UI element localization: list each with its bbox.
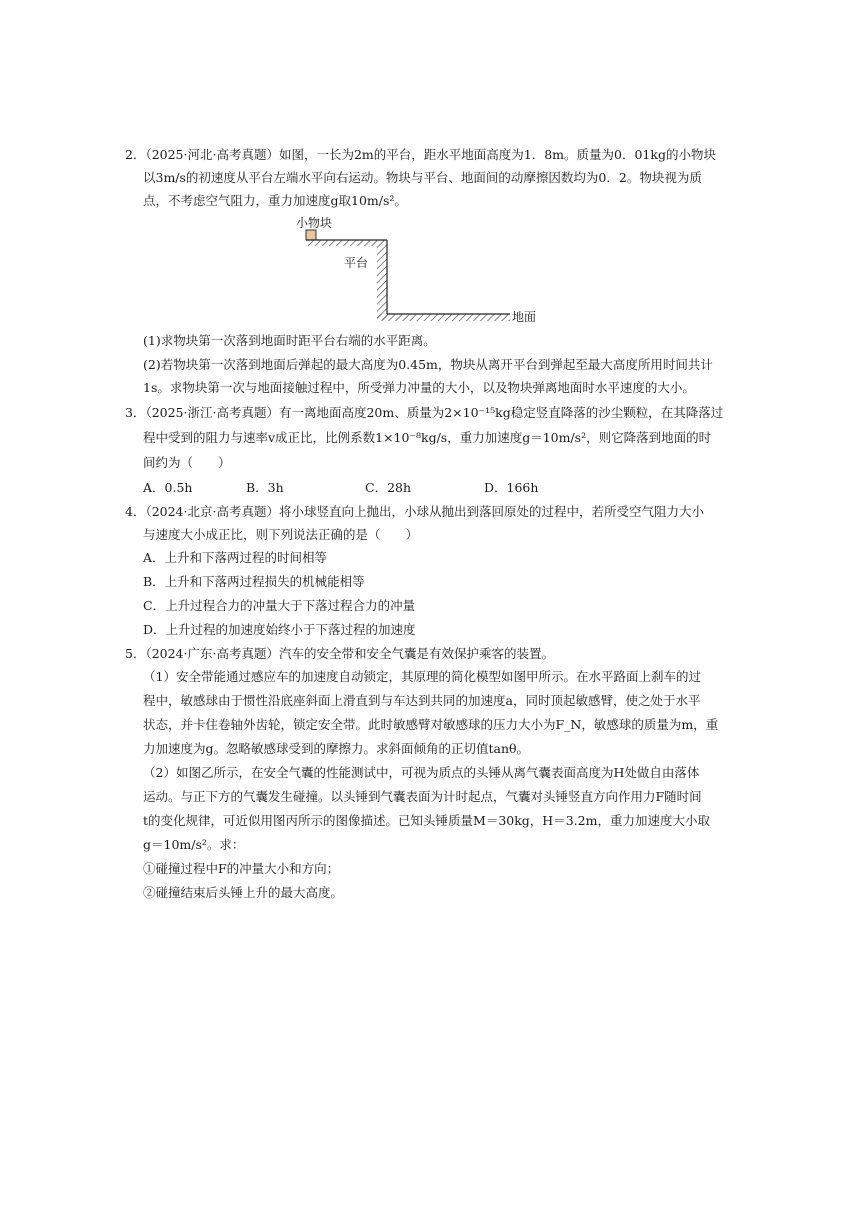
q2-line-3: 点，不考虑空气阻力，重力加速度g取10m/s²。 bbox=[143, 193, 407, 208]
ground-hatch bbox=[377, 314, 510, 321]
q4-option-c: C．上升过程合力的冲量大于下落过程合力的冲量 bbox=[143, 598, 416, 613]
q5-part1-line-2: 程中，敏感球由于惯性沿底座斜面上滑直到与车达到共同的加速度a，同时顶起敏感臂，使之处于水平 bbox=[143, 693, 701, 708]
platform-hatch bbox=[306, 240, 387, 246]
wall-hatch bbox=[377, 246, 387, 320]
q4-line-2: 与速度大小成正比，则下列说法正确的是（ ） bbox=[143, 527, 419, 542]
q2-sub-2-line-1: (2)若物块第一次落到地面后弹起的最大高度为0.45m，物块从离开平台到弹起至最大高度所用时间共计 bbox=[143, 357, 713, 372]
q2-sub-2-line-2: 1s。求物块第一次与地面接触过程中，所受弹力冲量的大小，以及物块弹离地面时水平速度的大小。 bbox=[143, 380, 695, 395]
q5-ask-2: ②碰撞结束后头锤上升的最大高度。 bbox=[143, 885, 344, 900]
q3-line-1: 3．（2025·浙江·高考真题）有一离地面高度20m、质量为2×10⁻¹⁵kg稳定竖直降落的沙尘颗粒，在其降落过 bbox=[125, 405, 724, 420]
q5-part2-line-3: t的变化规律，可近似用图丙所示的图像描述。已知头锤质量M＝30kg，H＝3.2m，重力加速度大小取 bbox=[143, 813, 710, 828]
block-label: 小物块 bbox=[296, 216, 333, 230]
q5-part2-line-1: （2）如图乙所示，在安全气囊的性能测试中，可视为质点的头锤从离气囊表面高度为H处做自由落体 bbox=[143, 765, 700, 780]
q5-part1-line-4: 力加速度为g。忽略敏感球受到的摩擦力。求斜面倾角的正切值tanθ。 bbox=[143, 741, 530, 756]
q5-part2-line-4: g＝10m/s²。求： bbox=[143, 837, 245, 852]
q4-option-b: B．上升和下落两过程损失的机械能相等 bbox=[143, 574, 365, 589]
q2-sub-1: (1)求物块第一次落到地面时距平台右端的水平距离。 bbox=[143, 333, 436, 348]
q3-option-c: C．28h bbox=[365, 480, 412, 495]
q5-part1-line-1: （1）安全带能通过感应车的加速度自动锁定，其原理的简化模型如图甲所示。在水平路面上刹车的过 bbox=[143, 669, 701, 684]
q5-ask-1: ①碰撞过程中F的冲量大小和方向； bbox=[143, 861, 340, 876]
q5-part2-line-2: 运动。与正下方的气囊发生碰撞。以头锤到气囊表面为计时起点，气囊对头锤竖直方向作用力F随时间 bbox=[143, 789, 702, 804]
small-block bbox=[306, 230, 316, 240]
q2-line-1: 2．（2025·河北·高考真题）如图，一长为2m的平台，距水平地面高度为1．8m。质量为0．01kg的小物块 bbox=[125, 147, 716, 162]
q3-option-d: D．166h bbox=[484, 480, 539, 495]
q3-line-2: 程中受到的阻力与速率v成正比，比例系数1×10⁻⁸kg/s，重力加速度g＝10m/s²，则它降落到地面的时 bbox=[143, 430, 712, 445]
q5-line-1: 5．（2024·广东·高考真题）汽车的安全带和安全气囊是有效保护乘客的装置。 bbox=[125, 646, 554, 661]
q3-option-b: B．3h bbox=[246, 480, 284, 495]
q3-line-3: 间约为（ ） bbox=[143, 455, 231, 470]
q4-option-d: D．上升过程的加速度始终小于下落过程的加速度 bbox=[143, 622, 416, 637]
ground-label: 地面 bbox=[512, 310, 537, 324]
platform-label: 平台 bbox=[344, 256, 369, 270]
platform-diagram bbox=[290, 214, 550, 329]
q5-part1-line-3: 状态，并卡住卷轴外齿轮，锁定安全带。此时敏感臂对敏感球的压力大小为F_N，敏感球的质量为m，重 bbox=[143, 717, 719, 732]
q4-line-1: 4．（2024·北京·高考真题）将小球竖直向上抛出，小球从抛出到落回原处的过程中，若所受空气阻力大小 bbox=[125, 504, 704, 519]
q3-option-a: A．0.5h bbox=[143, 480, 193, 495]
q4-option-a: A．上升和下落两过程的时间相等 bbox=[143, 550, 328, 565]
q2-line-2: 以3m/s的初速度从平台左端水平向右运动。物块与平台、地面间的动摩擦因数均为0．2。物块视为质 bbox=[143, 170, 702, 185]
